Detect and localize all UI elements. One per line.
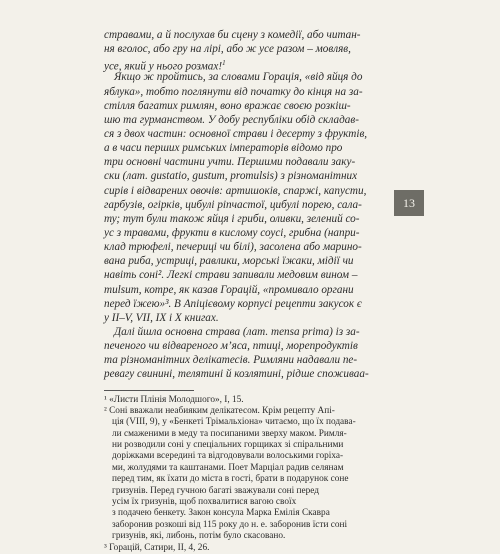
body-line: Якщо ж пройтись, за словами Горація, «від яйця до	[114, 71, 363, 84]
body-line: стілля багатих римлян, воно вражає своєю розкіш-	[104, 99, 351, 112]
body-line: усе, який у нього розмах!$^1$	[104, 59, 226, 74]
footnote-line: ція (VIII, 9), у «Бенкеті Трімальхіона» читаємо, що їх подава-	[112, 417, 356, 428]
body-line: вана риба, устриці, равлики, морські їжаки, мідії чи	[104, 255, 354, 268]
body-line: mulsum, котре, як казав Горацій, «промивало органи	[104, 283, 354, 296]
footnote-line: ¹ «Листи Плінія Молодшого», I, 15.	[104, 394, 244, 405]
page-number-tab	[394, 190, 424, 216]
body-line: ревагу свинині, телятині й козлятині, рідше споживаа-	[104, 368, 369, 381]
footnote-divider	[104, 390, 194, 391]
footnote-line: перед тим, як їхати до міста в гості, брати в подарунок соне	[112, 474, 349, 485]
body-line: у II–V, VII, IX і X книгах.	[104, 311, 219, 324]
footnote-line: доріжками всередині та відгодовували волоськими горіха-	[112, 451, 344, 462]
body-line: печеного чи відвареного м’яса, птиці, морепродуктів	[104, 340, 358, 353]
body-line: стравами, а й послухав би сцену з комедії, або читан-	[104, 29, 361, 41]
footnote-line: гризунів. Перед гучною багаті зважували соні перед	[112, 485, 319, 496]
body-line: ня вголос, або гру на лірі, або ж усе разом – мовляв,	[104, 43, 351, 56]
footnote-line: ми, жолудями та каштанами. Поет Марціал радив селянам	[112, 462, 344, 473]
footnote-line: ни розводили соні у спеціальних горщиках зі спіральними	[112, 440, 344, 451]
body-line: перед їжею»³. В Апіцієвому корпусі рецепти закусок є	[104, 297, 362, 310]
footnote-ref: 1	[222, 59, 226, 68]
footnote-line: гризунів, які, либонь, потім було скасовано.	[112, 531, 286, 542]
main-text	[104, 28, 386, 382]
body-line: та різноманітних делікатесів. Римляни надавали пе-	[104, 354, 358, 367]
body-line: ся з двох частин: основної страви і десерту з фруктів,	[104, 127, 368, 140]
body-line: ту; тут були також яйця і гриби, оливки, зелений со-	[104, 212, 360, 225]
body-line: а в часи перших римських імператорів відомо про	[104, 142, 343, 155]
footnote-line: ³ Горацій, Сатири, II, 4, 26.	[104, 542, 210, 553]
body-line: яблука», тобто поглянути від початку до кінця на за-	[104, 85, 363, 98]
body-line: ски (лат. gustatio, gustum, promulsis) з різноманітних	[104, 170, 358, 183]
body-line: навіть соні². Легкі страви запивали медовим вином –	[104, 269, 358, 282]
body-line: гарбузів, огірків, цибулі ріпчастої, цибулі порею, сала-	[104, 198, 362, 211]
footnote-line: усім їх гризунів, щоб похвалитися вагою своїх	[112, 497, 297, 508]
page-number: 13	[403, 195, 415, 210]
footnote-line: ли смаженими в меду та посипаними зверху маком. Римля-	[112, 428, 347, 439]
body-line: три основні частини учти. Першими подавали заку-	[104, 156, 356, 169]
footnote-line: заборонив розкоші від 115 року до н. е. заборонив їсти соні	[112, 519, 348, 530]
footnote-line: з подачею бенкету. Закон консула Марка Емілія Скавра	[112, 508, 330, 519]
body-line: Далі йшла основна страва (лат. mensa prima) із за-	[114, 325, 360, 338]
body-line: клад трюфелі, печериці чи білі), засолена або марино-	[104, 241, 362, 254]
body-line: ус з травами, фрукти в кислому соусі, грибна (напри-	[104, 226, 360, 239]
page-text-block	[104, 28, 386, 554]
body-line: сирів і відварених овочів: артишоків, спаржі, капусти,	[104, 184, 367, 197]
body-line: шю та гурманством. У добу республіки обід складав-	[104, 113, 359, 126]
footnote-line: ² Соні вважали неабияким делікатесом. Крім рецепту Апі-	[104, 405, 335, 416]
footnotes	[104, 395, 386, 554]
